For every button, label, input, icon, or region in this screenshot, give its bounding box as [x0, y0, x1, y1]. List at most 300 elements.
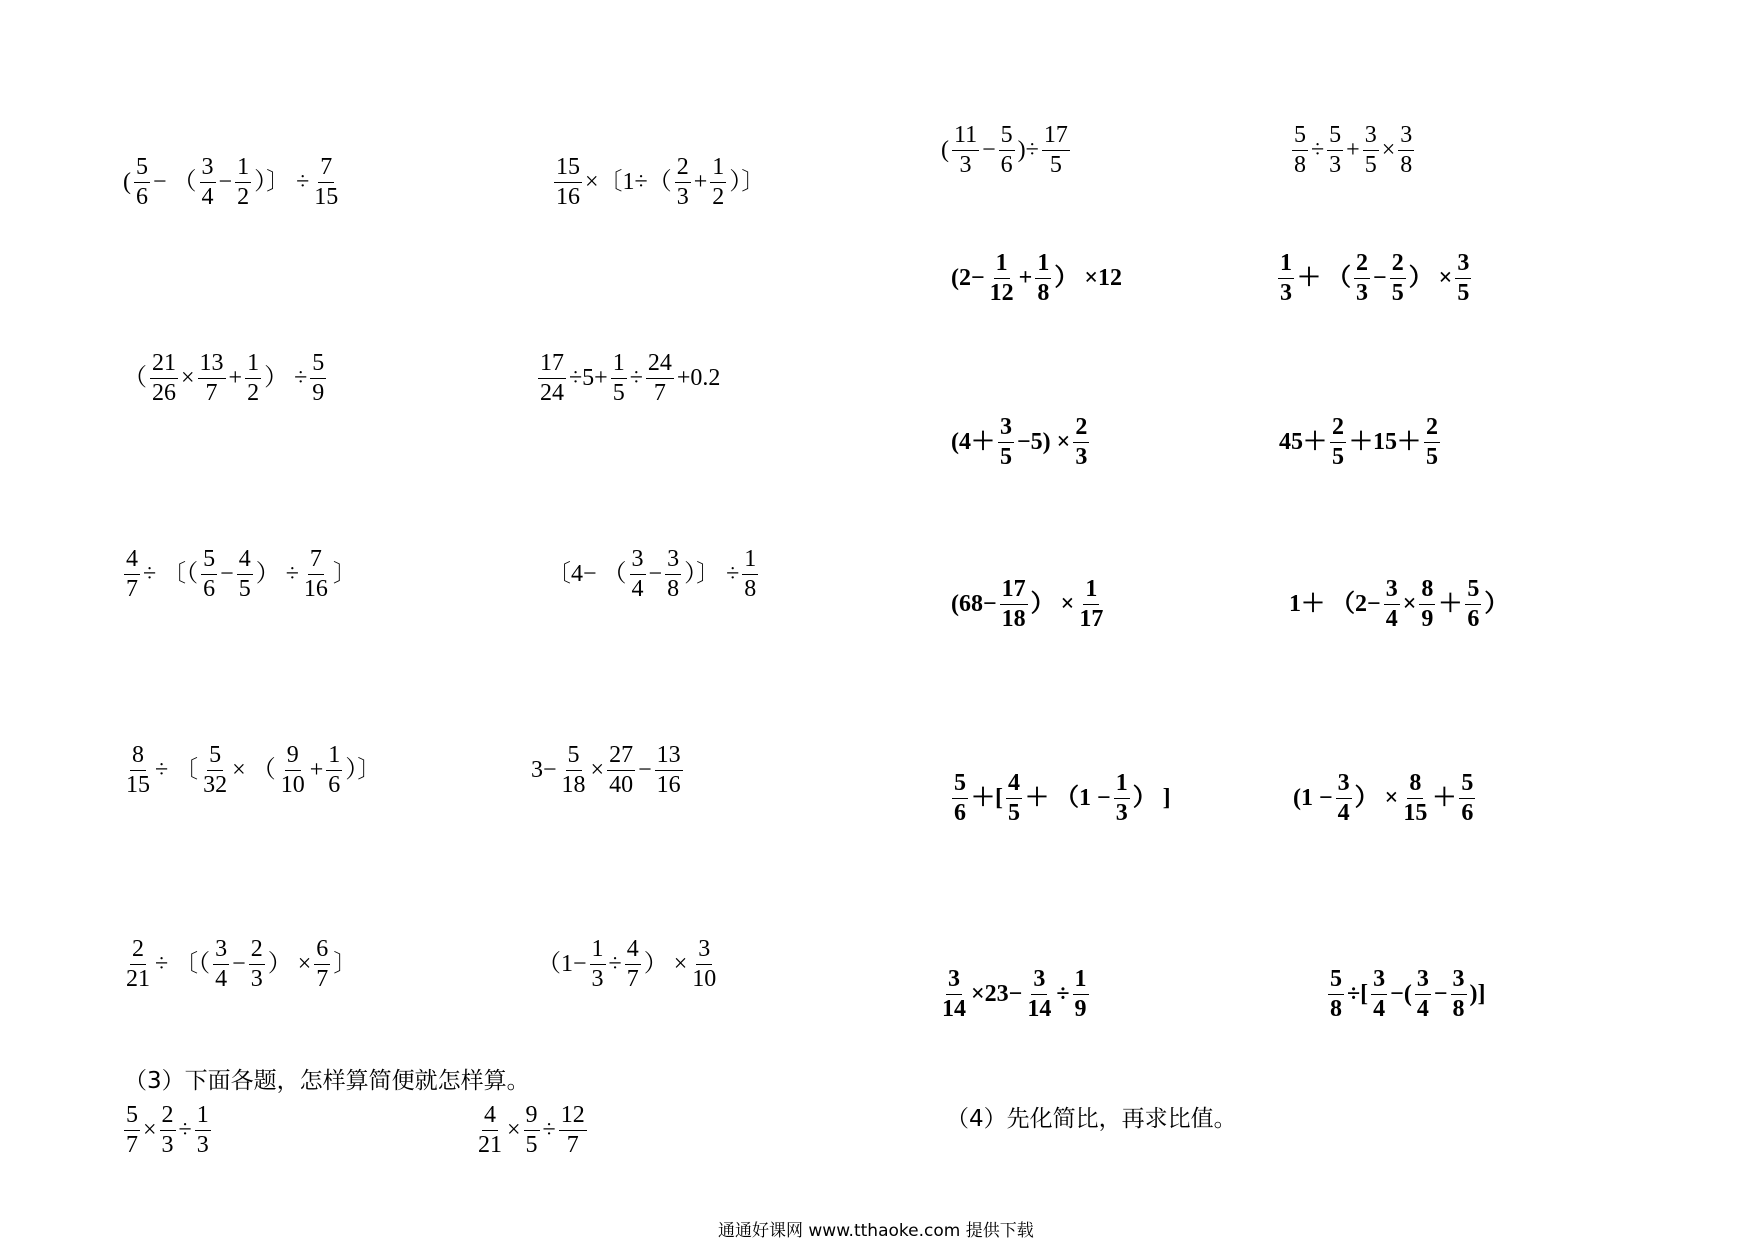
numerator: 2	[1073, 415, 1089, 443]
denominator: 2	[247, 379, 260, 406]
operator-text: ） ÷	[264, 365, 308, 392]
fraction	[1336, 771, 1352, 826]
fraction	[134, 155, 150, 210]
numerator: 1	[590, 937, 606, 965]
denominator: 7	[126, 1131, 138, 1158]
denominator: 18	[1001, 605, 1026, 632]
denominator: 5	[238, 575, 251, 602]
math-problem	[1326, 967, 1487, 1022]
numerator: 3	[630, 547, 646, 575]
fraction	[630, 547, 646, 602]
fraction	[1328, 967, 1344, 1022]
operator-text: ÷	[542, 1117, 556, 1144]
numerator: 3	[213, 937, 229, 965]
operator-text: ÷[	[1347, 981, 1369, 1008]
numerator: 1	[1073, 967, 1089, 995]
denominator: 4	[1385, 605, 1398, 632]
fraction	[249, 937, 265, 992]
operator-text: ） ×12	[1054, 265, 1123, 292]
denominator: 8	[1452, 995, 1465, 1022]
fraction	[665, 547, 681, 602]
fraction	[1035, 251, 1051, 306]
math-problem	[122, 743, 382, 798]
fraction	[611, 351, 627, 406]
numerator: 3	[1455, 251, 1471, 279]
numerator: 5	[1328, 967, 1344, 995]
fraction	[1354, 251, 1370, 306]
denominator: 9	[312, 379, 325, 406]
numerator: 3	[998, 415, 1014, 443]
operator-text: (68−	[951, 591, 997, 618]
fraction	[310, 351, 326, 406]
denominator: 3	[1075, 443, 1088, 470]
numerator: 17	[1000, 577, 1028, 605]
operator-text: ）〕 ÷	[254, 169, 310, 196]
numerator: 2	[130, 937, 146, 965]
numerator: 7	[308, 547, 324, 575]
numerator: 1	[1114, 771, 1130, 799]
fraction	[940, 967, 968, 1022]
operator-text: 〕	[332, 561, 357, 588]
fraction	[198, 351, 226, 406]
numerator: 3	[946, 967, 962, 995]
operator-text: −	[982, 137, 996, 164]
fraction	[554, 155, 582, 210]
numerator: 3	[200, 155, 216, 183]
denominator: 6	[1461, 799, 1474, 826]
operator-text: ） ÷	[255, 561, 299, 588]
fraction	[675, 155, 691, 210]
fraction	[1363, 123, 1379, 178]
operator-text: 45＋	[1279, 429, 1327, 456]
denominator: 3	[161, 1131, 174, 1158]
math-problem	[546, 547, 760, 602]
numerator: 5	[1459, 771, 1475, 799]
fraction	[124, 743, 152, 798]
operator-text: (4＋	[951, 429, 995, 456]
numerator: 1	[1083, 577, 1099, 605]
operator-text: (1 −	[1293, 785, 1333, 812]
fraction	[201, 743, 229, 798]
denominator: 12	[989, 279, 1014, 306]
operator-text: ） ×	[1354, 785, 1399, 812]
numerator: 1	[245, 351, 261, 379]
numerator: 3	[696, 937, 712, 965]
numerator: 12	[559, 1103, 587, 1131]
denominator: 4	[1337, 799, 1350, 826]
operator-text: ÷	[608, 951, 622, 978]
fraction	[1292, 123, 1308, 178]
operator-text: × （	[232, 757, 276, 784]
denominator: 4	[201, 183, 214, 210]
fraction	[1459, 771, 1475, 826]
denominator: 21	[478, 1131, 502, 1158]
numerator: 17	[538, 351, 566, 379]
denominator: 26	[152, 379, 176, 406]
numerator: 2	[249, 937, 265, 965]
numerator: 21	[150, 351, 178, 379]
operator-text: （1−	[537, 951, 587, 978]
fraction	[1330, 415, 1346, 470]
numerator: 5	[1292, 123, 1308, 151]
section-3-heading: （3）下面各题，怎样算简便就怎样算。	[124, 1068, 530, 1094]
numerator: 3	[1451, 967, 1467, 995]
denominator: 7	[653, 379, 666, 406]
denominator: 16	[656, 771, 681, 798]
fraction	[1073, 967, 1089, 1022]
operator-text: ） ×	[1030, 591, 1075, 618]
denominator: 3	[250, 965, 263, 992]
math-problem	[122, 547, 358, 602]
numerator: 1	[742, 547, 758, 575]
math-problem	[1290, 123, 1416, 178]
denominator: 8	[667, 575, 680, 602]
fraction	[237, 547, 253, 602]
fraction	[1419, 577, 1435, 632]
denominator: 5	[612, 379, 625, 406]
operator-text: ×〔1÷（	[585, 169, 672, 196]
math-problem	[1288, 577, 1509, 632]
denominator: 5	[1364, 151, 1377, 178]
denominator: 4	[1416, 995, 1429, 1022]
denominator: 3	[591, 965, 604, 992]
numerator: 15	[554, 155, 582, 183]
numerator: 3	[1031, 967, 1047, 995]
operator-text: ）	[1484, 591, 1509, 618]
fraction	[1042, 123, 1070, 178]
numerator: 4	[625, 937, 641, 965]
fraction	[560, 743, 588, 798]
fraction	[279, 743, 307, 798]
denominator: 14	[1027, 995, 1052, 1022]
denominator: 16	[303, 575, 328, 602]
denominator: 7	[316, 965, 329, 992]
operator-text: ×	[1381, 137, 1396, 164]
math-problem	[1292, 771, 1477, 826]
numerator: 9	[524, 1103, 540, 1131]
numerator: 4	[237, 547, 253, 575]
operator-text: ＋	[1432, 785, 1457, 812]
fraction	[1025, 967, 1053, 1022]
operator-text: ×	[143, 1117, 157, 1144]
operator-text: ÷	[1311, 137, 1325, 164]
numerator: 17	[1042, 123, 1070, 151]
operator-text: +0.2	[676, 365, 721, 392]
numerator: 3	[1371, 967, 1387, 995]
numerator: 1	[326, 743, 342, 771]
math-problem	[474, 1103, 589, 1158]
math-problem	[950, 415, 1091, 470]
fraction	[1401, 771, 1429, 826]
operator-text: −(	[1390, 981, 1412, 1008]
math-problem	[536, 351, 721, 406]
denominator: 16	[556, 183, 580, 210]
fraction	[607, 743, 635, 798]
numerator: 5	[134, 155, 150, 183]
fraction	[1415, 967, 1431, 1022]
numerator: 5	[124, 1103, 140, 1131]
fraction	[999, 123, 1015, 178]
denominator: 9	[1074, 995, 1087, 1022]
operator-text: ÷ 〔	[155, 757, 199, 784]
fraction	[952, 123, 979, 178]
denominator: 10	[692, 965, 717, 992]
denominator: 8	[1330, 995, 1342, 1022]
operator-text: +	[1346, 137, 1360, 164]
page-footer: 通通好课网 www.tthaoke.com 提供下载	[718, 1221, 1034, 1241]
denominator: 5	[525, 1131, 538, 1158]
denominator: 3	[1280, 279, 1292, 306]
numerator: 8	[1407, 771, 1423, 799]
operator-text: −	[218, 169, 233, 196]
denominator: 8	[1037, 279, 1050, 306]
operator-text: ＋	[1438, 591, 1463, 618]
fraction	[1114, 771, 1130, 826]
section-4-heading: （4）先化简比，再求比值。	[946, 1106, 1237, 1132]
math-problem	[122, 1103, 213, 1158]
fraction	[1371, 967, 1387, 1022]
operator-text: −	[1433, 981, 1448, 1008]
fraction	[1384, 577, 1400, 632]
fraction	[326, 743, 342, 798]
numerator: 2	[1390, 251, 1406, 279]
operator-text: ＋ （1 −	[1025, 785, 1111, 812]
operator-text: −	[220, 561, 234, 588]
numerator: 9	[285, 743, 301, 771]
operator-text: （	[123, 365, 147, 392]
numerator: 5	[1465, 577, 1481, 605]
numerator: 5	[1327, 123, 1343, 151]
denominator: 8	[1400, 151, 1413, 178]
denominator: 17	[1079, 605, 1104, 632]
operator-text: ＋15＋	[1349, 429, 1421, 456]
denominator: 4	[215, 965, 228, 992]
operator-text: ÷ 〔（	[155, 951, 211, 978]
fraction	[646, 351, 674, 406]
operator-text: ） ×	[1408, 265, 1453, 292]
numerator: 5	[310, 351, 326, 379]
denominator: 3	[1356, 279, 1368, 306]
fraction	[476, 1103, 504, 1158]
fraction	[1451, 967, 1467, 1022]
denominator: 5	[1000, 443, 1012, 470]
fraction	[235, 155, 251, 210]
numerator: 1	[1278, 251, 1294, 279]
denominator: 5	[1008, 799, 1020, 826]
fraction	[1278, 251, 1294, 306]
denominator: 8	[744, 575, 757, 602]
numerator: 1	[235, 155, 251, 183]
denominator: 15	[314, 183, 339, 210]
numerator: 6	[314, 937, 330, 965]
numerator: 4	[1006, 771, 1022, 799]
fraction	[742, 547, 758, 602]
operator-text: )÷	[1017, 137, 1039, 164]
denominator: 9	[1421, 605, 1434, 632]
denominator: 3	[676, 183, 689, 210]
numerator: 1	[1035, 251, 1051, 279]
denominator: 3	[196, 1131, 209, 1158]
operator-text: ） ×	[267, 951, 312, 978]
math-problem	[938, 967, 1091, 1022]
math-problem	[950, 577, 1107, 632]
operator-text: +	[228, 365, 243, 392]
fraction	[314, 937, 330, 992]
numerator: 13	[655, 743, 683, 771]
operator-text: −	[232, 951, 246, 978]
operator-text: −5) ×	[1017, 429, 1071, 456]
numerator: 2	[1354, 251, 1370, 279]
denominator: 4	[631, 575, 644, 602]
denominator: 5	[1391, 279, 1404, 306]
operator-text: ×	[507, 1117, 521, 1144]
denominator: 7	[566, 1131, 579, 1158]
operator-text: ）〕	[729, 169, 766, 196]
operator-text: ×	[1402, 591, 1417, 618]
denominator: 6	[328, 771, 341, 798]
operator-text: 〔4− （	[547, 561, 627, 588]
fraction	[302, 547, 330, 602]
numerator: 3	[1336, 771, 1352, 799]
numerator: 2	[1330, 415, 1346, 443]
operator-text: ＋ （	[1297, 265, 1351, 292]
fraction	[1006, 771, 1022, 826]
math-problem	[530, 743, 685, 798]
fraction	[988, 251, 1016, 306]
numerator: 8	[1419, 577, 1435, 605]
math-problem	[122, 155, 342, 210]
operator-text: ×23−	[971, 981, 1023, 1008]
operator-text: +	[1018, 265, 1033, 292]
numerator: 3	[665, 547, 681, 575]
math-problem	[552, 155, 766, 210]
numerator: 3	[1363, 123, 1379, 151]
numerator: 8	[130, 743, 146, 771]
operator-text: −	[648, 561, 663, 588]
denominator: 32	[203, 771, 228, 798]
denominator: 3	[1115, 799, 1128, 826]
denominator: 6	[1000, 151, 1013, 178]
math-problem	[122, 937, 358, 992]
denominator: 4	[1373, 995, 1386, 1022]
denominator: 15	[126, 771, 150, 798]
math-problem	[950, 771, 1172, 826]
operator-text: ÷ 〔（	[143, 561, 199, 588]
fraction	[200, 155, 216, 210]
numerator: 1	[611, 351, 627, 379]
fraction	[524, 1103, 540, 1158]
fraction	[998, 415, 1014, 470]
numerator: 1	[994, 251, 1010, 279]
fraction	[124, 547, 140, 602]
operator-text: ×	[590, 757, 605, 784]
operator-text: ÷	[629, 365, 643, 392]
fraction	[655, 743, 683, 798]
fraction	[625, 937, 641, 992]
math-problem	[122, 351, 328, 406]
operator-text: 1＋ （2−	[1289, 591, 1381, 618]
numerator: 5	[566, 743, 582, 771]
numerator: 3	[1415, 967, 1431, 995]
numerator: 1	[710, 155, 726, 183]
fraction	[160, 1103, 176, 1158]
operator-text: ÷	[178, 1117, 192, 1144]
math-problem	[536, 937, 720, 992]
fraction	[1000, 577, 1028, 632]
math-problem	[1276, 251, 1473, 306]
fraction	[559, 1103, 587, 1158]
fraction	[201, 547, 217, 602]
numerator: 2	[675, 155, 691, 183]
fraction	[124, 937, 152, 992]
numerator: 3	[1384, 577, 1400, 605]
denominator: 7	[626, 965, 639, 992]
math-problem	[950, 251, 1123, 306]
fraction	[213, 937, 229, 992]
numerator: 1	[195, 1103, 211, 1131]
denominator: 8	[1294, 151, 1306, 178]
operator-text: ÷5+	[569, 365, 608, 392]
fraction	[952, 771, 968, 826]
numerator: 4	[124, 547, 140, 575]
numerator: 5	[952, 771, 968, 799]
denominator: 7	[126, 575, 138, 602]
fraction	[195, 1103, 211, 1158]
fraction	[1327, 123, 1343, 178]
operator-text: )]	[1469, 981, 1486, 1008]
operator-text: − （	[153, 169, 197, 196]
fraction	[124, 1103, 140, 1158]
denominator: 3	[1329, 151, 1342, 178]
denominator: 6	[203, 575, 216, 602]
numerator: 5	[999, 123, 1015, 151]
fraction	[245, 351, 261, 406]
numerator: 13	[198, 351, 226, 379]
numerator: 7	[318, 155, 334, 183]
numerator: 24	[646, 351, 674, 379]
operator-text: 3−	[531, 757, 557, 784]
fraction	[1424, 415, 1440, 470]
fraction	[1077, 577, 1105, 632]
operator-text: +	[693, 169, 708, 196]
operator-text: −	[638, 757, 652, 784]
denominator: 18	[561, 771, 586, 798]
fraction	[150, 351, 178, 406]
fraction	[312, 155, 340, 210]
denominator: 5	[1457, 279, 1470, 306]
numerator: 11	[952, 123, 979, 151]
numerator: 27	[607, 743, 635, 771]
fraction	[1073, 415, 1089, 470]
fraction	[710, 155, 726, 210]
fraction	[538, 351, 566, 406]
numerator: 5	[201, 547, 217, 575]
denominator: 2	[712, 183, 725, 210]
operator-text: ） ]	[1132, 785, 1171, 812]
denominator: 5	[1049, 151, 1062, 178]
numerator: 5	[207, 743, 223, 771]
denominator: 15	[1403, 799, 1428, 826]
operator-text: ＋[	[971, 785, 1003, 812]
operator-text: −	[1373, 265, 1387, 292]
operator-text: (	[941, 137, 949, 164]
operator-text: ÷	[1056, 981, 1070, 1008]
denominator: 24	[540, 379, 564, 406]
denominator: 7	[205, 379, 218, 406]
operator-text: 〕	[333, 951, 358, 978]
operator-text: ×	[181, 365, 195, 392]
denominator: 5	[1426, 443, 1438, 470]
